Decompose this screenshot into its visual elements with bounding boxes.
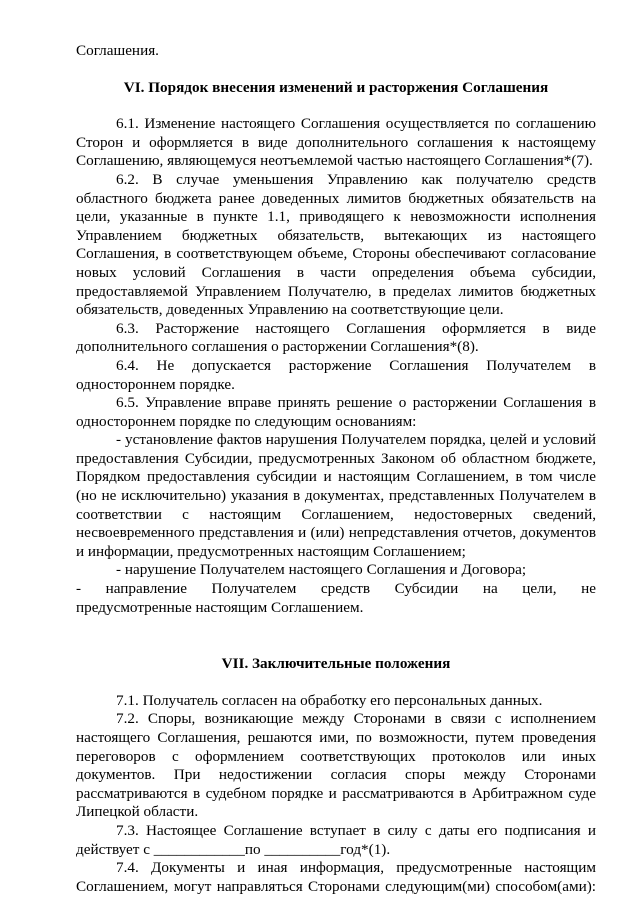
continuation-line: Соглашения. [76, 42, 159, 59]
section-7-body [76, 692, 596, 897]
paragraph-line: обязательств, доведенных Управлению на соответствующие цели. [76, 301, 504, 319]
paragraph-line: одностороннем порядке по следующим основаниям: [76, 412, 417, 430]
section-6-body [76, 115, 596, 617]
paragraph-line: 7.2. Споры, возникающие между Сторонами в связи с исполнением [116, 710, 596, 728]
paragraph-line: 6.1. Изменение настоящего Соглашения осуществляется по соглашению [116, 115, 596, 133]
list-item-line: - направление Получателем средств Субсидии на цели, не [76, 580, 596, 598]
paragraph-line: Соглашения, в соответствующем объеме, Стороны обеспечивают согласование [76, 245, 596, 263]
paragraph-line: 7.1. Получатель согласен на обработку его персональных данных. [116, 691, 543, 709]
paragraph-line: и информации, предусмотренных настоящим Соглашением; [76, 542, 466, 560]
paragraph-line: рассматриваются в судебном порядке и рассматриваются в Арбитражном суде [76, 784, 596, 802]
paragraph-line: цели, указанные в пункте 1.1, приводящего к невозможности исполнения [76, 208, 596, 226]
paragraph-line: предоставления Субсидии, предусмотренных Законом об областном бюджете, [76, 449, 596, 467]
paragraph-line: Порядком предоставления субсидии и настоящим Соглашением, в том числе [76, 468, 596, 486]
paragraph-line: 7.4. Документы и иная информация, предусмотренные настоящим [116, 859, 596, 877]
document-page [76, 42, 596, 896]
paragraph-line: 6.2. В случае уменьшения Управлению как получателю средств [116, 170, 596, 188]
paragraph-line: 7.3. Настоящее Соглашение вступает в силу с даты его подписания и [116, 821, 596, 839]
paragraph-line: переговоров с оформлением соответствующих протоколов или иных [76, 747, 596, 765]
paragraph-line: соответствии с настоящим Соглашением, недостоверных сведений, [76, 505, 596, 523]
paragraph-line: областного бюджета ранее доведенных лимитов бюджетных обязательств на [76, 189, 596, 207]
section-6-heading: VI. Порядок внесения изменений и расторжения Соглашения [123, 78, 549, 96]
paragraph-line: документов. При недостижении согласия споры между Сторонами [76, 766, 596, 784]
paragraph-line: настоящего Соглашения, решаются ими, по возможности, путем проведения [76, 729, 596, 746]
paragraph-line: одностороннем порядке. [76, 375, 235, 393]
paragraph-line: дополнительного соглашения о расторжении Соглашения*(8). [76, 338, 479, 356]
paragraph-line: Соглашением, могут направляться Сторонами следующим(ми) способом(ами): [76, 877, 596, 895]
paragraph-line: Управлением бюджетных обязательств, вытекающих из настоящего [76, 226, 596, 244]
paragraph-line: несвоевременного представления и (или) непредставления отчетов, документов [76, 524, 596, 542]
list-item-line: - нарушение Получателем настоящего Соглашения и Договора; [116, 561, 527, 579]
paragraph-line: Сторон и оформляется в виде дополнительного соглашения к настоящему [76, 133, 596, 151]
paragraph-line: новых условий Соглашения в части определения объема субсидии, [76, 263, 596, 281]
paragraph-line: предоставляемой Управлением Получателю, в пределах лимитов бюджетных [76, 282, 596, 300]
paragraph-line: (но не исключительно) указания в документах, представленных Получателем в [76, 487, 596, 505]
paragraph-line: Липецкой области. [76, 803, 199, 821]
paragraph-line: действует с ____________по __________год*(1). [76, 840, 391, 858]
paragraph-line: 6.3. Расторжение настоящего Соглашения оформляется в виде [116, 319, 596, 337]
paragraph-line: 6.5. Управление вправе принять решение о расторжении Соглашения в [116, 394, 596, 412]
list-item-line: - установление фактов нарушения Получателем порядка, целей и условий [116, 431, 596, 449]
section-7-heading: VII. Заключительные положения [221, 655, 451, 673]
paragraph-line: Соглашению, являющемуся неотъемлемой частью настоящего Соглашения*(7). [76, 152, 593, 170]
paragraph-line: предусмотренные настоящим Соглашением. [76, 598, 364, 616]
paragraph-line: 6.4. Не допускается расторжение Соглашения Получателем в [116, 356, 596, 374]
